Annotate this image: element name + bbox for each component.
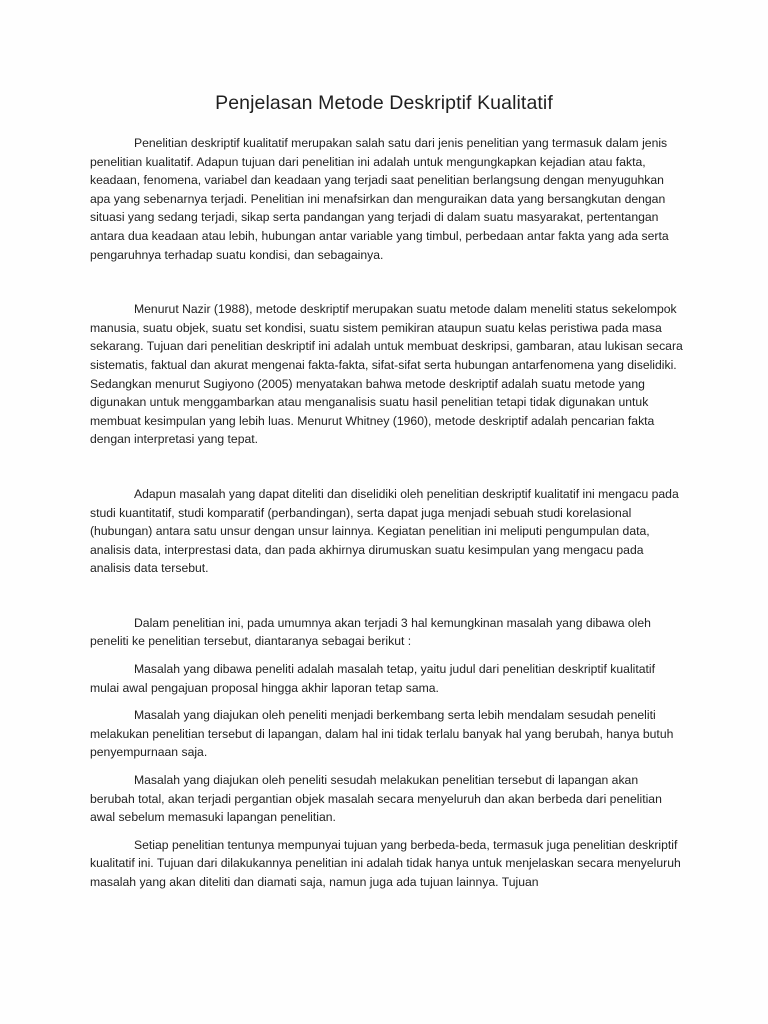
paragraph-research-goal: Setiap penelitian tentunya mempunyai tujuan yang berbeda-beda, termasuk juga penelitian deskriptif kualitatif ini. Tujuan dari dilakukannya penelitian ini adalah tidak hanya untuk menjelaskan secara menyeluruh masalah yang akan diteliti dan diamati saja, namun juga ada tujuan lainnya. Tujuan	[90, 837, 681, 889]
paragraph-possible-problems: Dalam penelitian ini, pada umumnya akan terjadi 3 hal kemungkinan masalah yang dibawa oleh peneliti ke penelitian tersebut, diantaranya sebagai berikut :	[90, 615, 651, 649]
document-title: Penjelasan Metode Deskriptif Kualitatif	[215, 92, 553, 114]
document-body	[90, 134, 684, 892]
paragraph-problem-developing: Masalah yang diajukan oleh peneliti menjadi berkembang serta lebih mendalam sesudah peneliti melakukan penelitian tersebut di lapangan, dalam hal ini tidak terlalu banyak hal yang berubah, hanya butuh penyempurnaan saja.	[90, 708, 674, 760]
paragraph-intro: Penelitian deskriptif kualitatif merupakan salah satu dari jenis penelitian yang termasuk dalam jenis penelitian kualitatif. Adapun tujuan dari penelitian ini adalah untuk mengungkapkan kejadian atau fakta, keadaan, fenomena, variabel dan keadaan yang terjadi saat penelitian berlangsung dengan menyuguhkan apa yang sebenarnya terjadi. Penelitian ini menafsirkan dan menguraikan data yang bersangkutan dengan situasi yang sedang terjadi, sikap serta pandangan yang terjadi di dalam suatu masyarakat, pertentangan antara dua keadaan atau lebih, hubungan antar variable yang timbul, perbedaan antar fakta yang ada serta pengaruhnya terhadap suatu kondisi, dan sebagainya.	[90, 136, 669, 262]
paragraph-problem-changed: Masalah yang diajukan oleh peneliti sesudah melakukan penelitian tersebut di lapangan akan berubah total, akan terjadi pergantian objek masalah secara menyeluruh dan akan berbeda dari penelitian awal sebelum memasuki lapangan penelitian.	[90, 773, 662, 825]
paragraph-nazir-definition: Menurut Nazir (1988), metode deskriptif merupakan suatu metode dalam meneliti status sekelompok manusia, suatu objek, suatu set kondisi, suatu sistem pemikiran ataupun suatu kelas peristiwa pada masa sekarang. Tujuan dari penelitian deskriptif ini adalah untuk membuat deskripsi, gambaran, atau lukisan secara sistematis, faktual dan akurat mengenai fakta-fakta, sifat-sifat serta hubungan antarfenomena yang diselidiki. Sedangkan menurut Sugiyono (2005) menyatakan bahwa metode deskriptif adalah suatu metode yang digunakan untuk menggambarkan atau menganalisis suatu hasil penelitian tetapi tidak digunakan untuk membuat kesimpulan yang lebih luas. Menurut Whitney (1960), metode deskriptif adalah pencarian fakta dengan interpretasi yang tepat.	[90, 302, 683, 447]
paragraph-problem-fixed: Masalah yang dibawa peneliti adalah masalah tetap, yaitu judul dari penelitian deskriptif kualitatif mulai awal pengajuan proposal hingga akhir laporan tetap sama.	[90, 662, 655, 695]
paragraph-research-scope: Adapun masalah yang dapat diteliti dan diselidiki oleh penelitian deskriptif kualitatif ini mengacu pada studi kuantitatif, studi komparatif (perbandingan), serta dapat juga menjadi sebuah studi korelasional (hubungan) antara satu unsur dengan unsur lainnya. Kegiatan penelitian ini meliputi pengumpulan data, analisis data, interprestasi data, dan pada akhirnya dirumuskan suatu kesimpulan yang mengacu pada analisis data tersebut.	[90, 486, 679, 576]
